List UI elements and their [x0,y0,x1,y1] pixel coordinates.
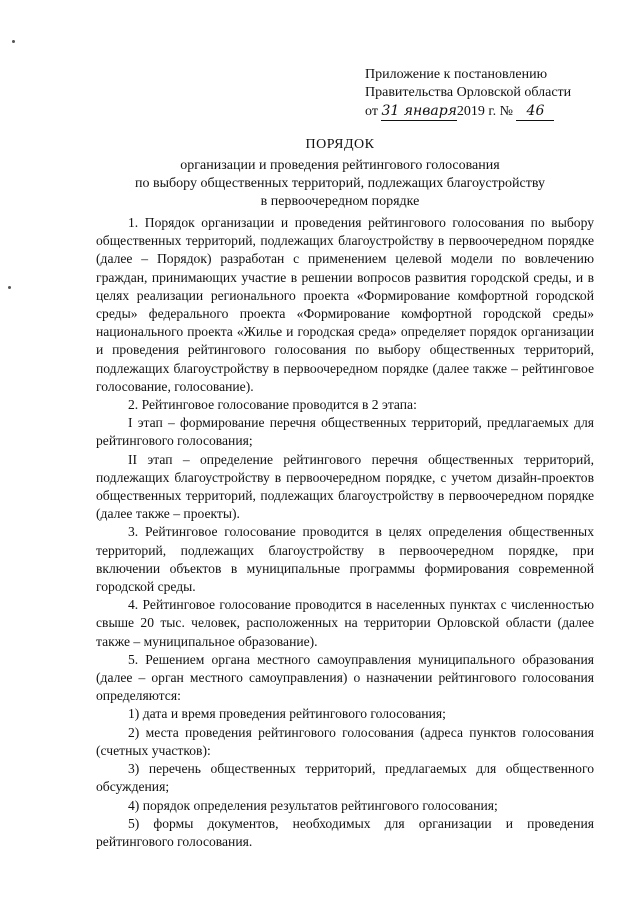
document-body [96,214,594,851]
title-subline-2: по выбору общественных территорий, подлежащих благоустройству [135,176,545,191]
header-year: 2019 г. № [456,104,513,119]
list-item-1: 1) дата и время проведения рейтингового голосования; [128,706,446,722]
list-item-3: 3) перечень общественных территорий, предлагаемых для общественного обсуждения; [96,761,594,795]
paragraph-2: 2. Рейтинговое голосование проводится в 2 этапа: [128,397,417,413]
header-line-2: Правительства Орловской области [365,85,572,100]
document-header [365,66,595,121]
scan-speck [12,40,15,43]
scan-speck [8,286,11,289]
header-line-1: Приложение к постановлению [365,67,548,82]
paragraph-stage-1: I этап – формирование перечня общественных территорий, предлагаемых для рейтингового голосования; [96,415,594,449]
paragraph-4: 4. Рейтинговое голосование проводится в населенных пунктах с численностью свыше 20 тыс. человек, расположенных на территории Орловской области (далее также – муниципальное образование). [96,597,594,649]
title-subline-3: в первоочередном порядке [260,194,420,209]
handwritten-number: 46 [516,102,554,121]
document-title [0,136,640,211]
paragraph-1: 1. Порядок организации и проведения рейтингового голосования по выбору общественных территорий, подлежащих благоустройству в первоочередном порядке (далее – Порядок) разработан с применением целевой модели по вовлечению граждан, принимающих участие в решении вопросов развития городской среды, и в целях реализации регионального проекта «Формирование комфортной городской среды» федерального проекта «Формирование комфортной городской среды» национального проекта «Жилье и городская среда» определяет порядок организации и проведения рейтингового голосования по выбору общественных территорий, подлежащих благоустройству в первоочередном порядке (далее также – рейтинговое голосование, голосование). [96,215,594,394]
header-line-3 [365,102,595,121]
header-from: от [365,104,378,119]
paragraph-3: 3. Рейтинговое голосование проводится в целях определения общественных территорий, подлежащих благоустройству в первоочередном порядке, при включении объектов в муниципальные программы формирования современной городской среды. [96,524,594,595]
title-subline-1: организации и проведения рейтингового голосования [180,158,500,173]
paragraph-5: 5. Решением органа местного самоуправления муниципального образования (далее – орган местного самоуправления) о назначении рейтингового голосования определяются: [96,651,594,704]
list-item-2: 2) места проведения рейтингового голосования (адреса пунктов голосования (счетных участков): [96,724,594,758]
list-item-5: 5) формы документов, необходимых для организации и проведения рейтингового голосования. [96,815,594,849]
list-item-4: 4) порядок определения результатов рейтингового голосования; [128,797,498,813]
paragraph-stage-2: II этап – определение рейтингового перечня общественных территорий, подлежащих благоустройству в первоочередном порядке, с учетом дизайн-проектов общественных территорий, подлежащих благоустройству в первоочередном порядке (далее также – проекты). [96,451,594,522]
handwritten-date: 31 января [381,103,457,119]
title-main: ПОРЯДОК [305,137,375,152]
